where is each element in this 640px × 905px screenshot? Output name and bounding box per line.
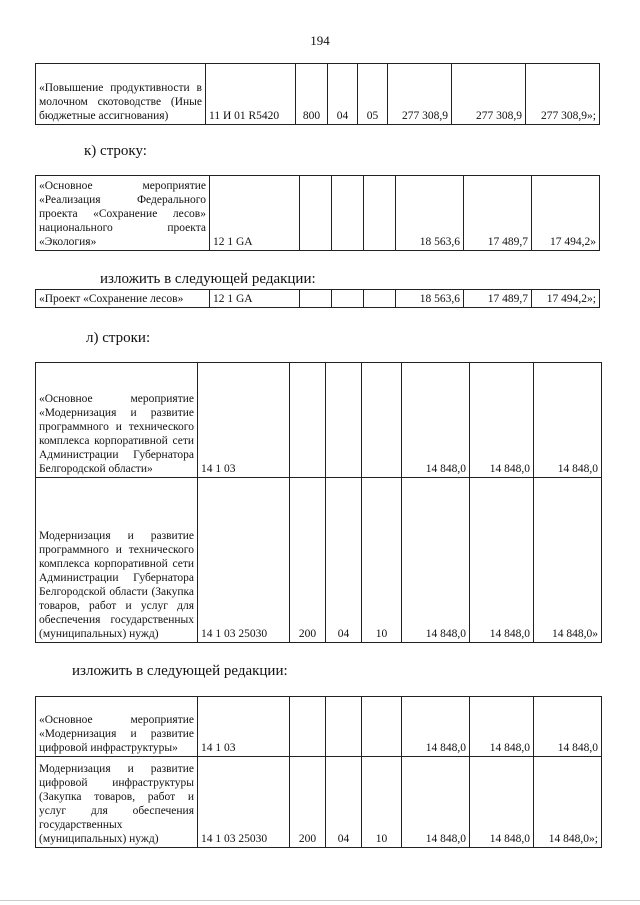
row-pr: 10 bbox=[362, 757, 402, 848]
row-value-2: 14 848,0 bbox=[470, 757, 534, 848]
row-value-1: 277 308,9 bbox=[388, 64, 452, 125]
row-value-2: 14 848,0 bbox=[470, 478, 534, 643]
row-rz: 04 bbox=[326, 478, 362, 643]
row-vr: 200 bbox=[290, 757, 326, 848]
row-vr: 200 bbox=[290, 478, 326, 643]
row-name: Модернизация и развитие программного и технического комплекса корпоративной сети Администрации Губернатора Белгородской области (Закупка товаров, работ и услуг для обеспечения государственных (муниципальных) нужд) bbox=[36, 478, 198, 643]
row-value-3: 14 848,0 bbox=[534, 363, 602, 478]
row-pr: 10 bbox=[362, 478, 402, 643]
row-value-2: 17 489,7 bbox=[464, 290, 532, 308]
row-value-1: 14 848,0 bbox=[402, 697, 470, 757]
row-code: 14 1 03 bbox=[198, 697, 290, 757]
row-value-3: 17 494,2»; bbox=[532, 290, 600, 308]
table-row bbox=[36, 290, 600, 308]
row-value-3: 14 848,0» bbox=[534, 478, 602, 643]
row-value-1: 18 563,6 bbox=[396, 290, 464, 308]
row-rz bbox=[332, 176, 364, 251]
row-code: 14 1 03 bbox=[198, 363, 290, 478]
heading-replace-2: изложить в следующей редакции: bbox=[72, 663, 288, 679]
table-forest-main bbox=[35, 175, 600, 251]
row-value-2: 17 489,7 bbox=[464, 176, 532, 251]
row-vr bbox=[290, 697, 326, 757]
row-name: «Повышение продуктивности в молочном скотоводстве (Иные бюджетные ассигнования) bbox=[36, 64, 206, 125]
row-value-1: 14 848,0 bbox=[402, 363, 470, 478]
row-value-1: 14 848,0 bbox=[402, 757, 470, 848]
row-pr: 05 bbox=[358, 64, 388, 125]
row-rz: 04 bbox=[326, 757, 362, 848]
row-pr bbox=[364, 290, 396, 308]
table-row bbox=[36, 363, 602, 478]
row-name: «Основное мероприятие «Модернизация и развитие цифровой инфраструктуры» bbox=[36, 697, 198, 757]
row-value-2: 14 848,0 bbox=[470, 697, 534, 757]
row-name: Модернизация и развитие цифровой инфраструктуры (Закупка товаров, работ и услуг для обеспечения государственных (муниципальных) нужд) bbox=[36, 757, 198, 848]
row-rz bbox=[326, 697, 362, 757]
row-name: «Основное мероприятие «Модернизация и развитие программного и технического комплекса корпоративной сети Администрации Губернатора Белгородской области» bbox=[36, 363, 198, 478]
row-rz: 04 bbox=[328, 64, 358, 125]
row-value-3: 14 848,0»; bbox=[534, 757, 602, 848]
row-vr bbox=[300, 290, 332, 308]
row-pr bbox=[362, 697, 402, 757]
row-value-2: 277 308,9 bbox=[452, 64, 526, 125]
row-rz bbox=[326, 363, 362, 478]
page-number: 194 bbox=[310, 33, 330, 48]
row-pr bbox=[364, 176, 396, 251]
table-network-new bbox=[35, 696, 602, 848]
row-name: «Основное мероприятие «Реализация Федерального проекта «Сохранение лесов» национального проекта «Экология» bbox=[36, 176, 210, 251]
heading-replace-1: изложить в следующей редакции: bbox=[100, 271, 316, 287]
table-row bbox=[36, 697, 602, 757]
row-vr: 800 bbox=[296, 64, 328, 125]
row-value-3: 277 308,9»; bbox=[526, 64, 600, 125]
table-row bbox=[36, 176, 600, 251]
row-rz bbox=[332, 290, 364, 308]
row-value-1: 18 563,6 bbox=[396, 176, 464, 251]
row-value-3: 17 494,2» bbox=[532, 176, 600, 251]
row-code: 12 1 GA bbox=[210, 176, 300, 251]
table-row bbox=[36, 757, 602, 848]
heading-k: к) строку: bbox=[84, 143, 147, 159]
row-pr bbox=[362, 363, 402, 478]
table-row bbox=[36, 478, 602, 643]
page-bottom-edge bbox=[0, 900, 640, 901]
row-value-2: 14 848,0 bbox=[470, 363, 534, 478]
row-code: 12 1 GA bbox=[210, 290, 300, 308]
table-network-old bbox=[35, 362, 602, 643]
row-value-1: 14 848,0 bbox=[402, 478, 470, 643]
row-code: 11 И 01 R5420 bbox=[206, 64, 296, 125]
table-forest-project bbox=[35, 289, 600, 308]
row-code: 14 1 03 25030 bbox=[198, 757, 290, 848]
row-code: 14 1 03 25030 bbox=[198, 478, 290, 643]
heading-l: л) строки: bbox=[86, 330, 151, 346]
row-value-3: 14 848,0 bbox=[534, 697, 602, 757]
table-row bbox=[36, 64, 600, 125]
table-milk-production bbox=[35, 63, 600, 125]
row-vr bbox=[290, 363, 326, 478]
row-name: «Проект «Сохранение лесов» bbox=[36, 290, 210, 308]
row-vr bbox=[300, 176, 332, 251]
